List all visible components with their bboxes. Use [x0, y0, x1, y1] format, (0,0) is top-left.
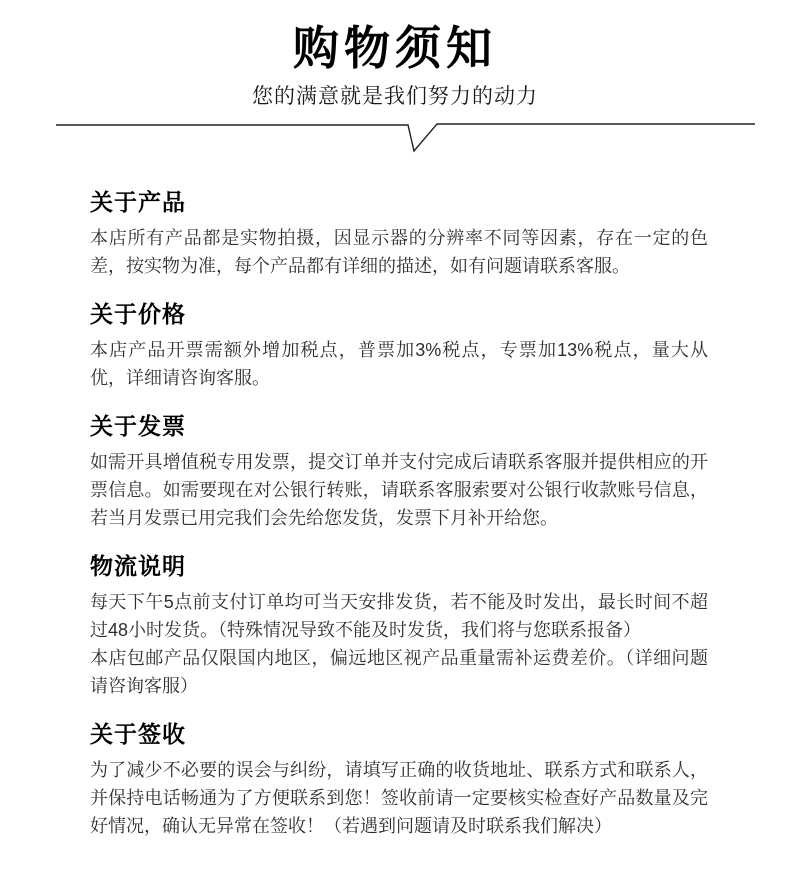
logistics-text-2: 本店包邮产品仅限国内地区，偏远地区视产品重量需补运费差价。（详细问题请咨询客服） — [90, 647, 708, 696]
section-logistics — [90, 552, 708, 700]
about-receipt-heading: 关于签收 — [90, 720, 186, 747]
page-subtitle: 您的满意就是我们努力的动力 — [252, 84, 538, 108]
about-price-text: 本店产品开票需额外增加税点，普票加3%税点，专票加13%税点，量大从优，详细请咨询客服。 — [90, 339, 708, 388]
about-invoice-text: 如需开具增值税专用发票，提交订单并支付完成后请联系客服并提供相应的开票信息。如需要现在对公银行转账，请联系客服索要对公银行收款账号信息，若当月发票已用完我们会先给您发货，发票下月补开给您。 — [90, 451, 708, 528]
about-price-heading: 关于价格 — [90, 300, 186, 327]
section-about-receipt — [90, 720, 708, 840]
section-about-invoice — [90, 412, 708, 532]
about-receipt-text: 为了减少不必要的误会与纠纷，请填写正确的收货地址、联系方式和联系人，并保持电话畅通为了方便联系到您！签收前请一定要核实检查好产品数量及完好情况，确认无异常在签收！（若遇到问题请及时联系我们解决） — [90, 759, 708, 836]
about-invoice-heading: 关于发票 — [90, 412, 186, 439]
logistics-text-1: 每天下午5点前支付订单均可当天安排发货，若不能及时发出，最长时间不超过48小时发货。（特殊情况导致不能及时发货，我们将与您联系报备） — [90, 591, 708, 640]
section-about-price — [90, 300, 708, 392]
logistics-heading: 物流说明 — [90, 552, 186, 579]
page-title: 购物须知 — [293, 22, 497, 74]
divider — [0, 118, 790, 154]
divider-notch-line — [0, 118, 790, 154]
notice-content — [0, 154, 790, 840]
section-about-products — [90, 188, 708, 280]
page-header — [0, 0, 790, 110]
about-products-heading: 关于产品 — [90, 188, 186, 215]
about-products-text: 本店所有产品都是实物拍摄，因显示器的分辨率不同等因素，存在一定的色差，按实物为准，每个产品都有详细的描述，如有问题请联系客服。 — [90, 227, 708, 276]
